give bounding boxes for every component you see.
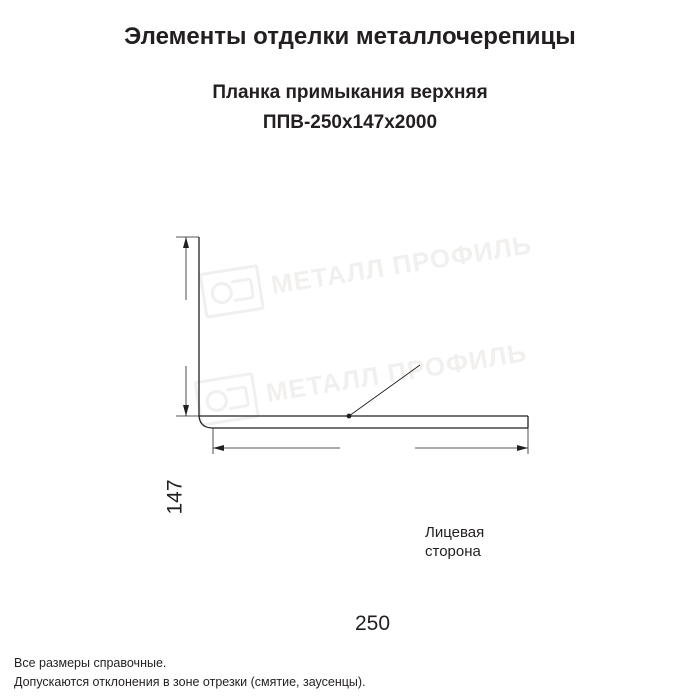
- arrow-right-icon: [517, 445, 528, 451]
- horizontal-dimension-label: 250: [355, 612, 391, 635]
- footnotes: [14, 654, 366, 692]
- product-name: Планка примыкания верхняя: [212, 82, 488, 103]
- watermark-text: МЕТАЛЛ ПРОФИЛЬ: [263, 336, 529, 408]
- page-title: Элементы отделки металлочерепицы: [124, 23, 576, 50]
- arrow-left-icon: [213, 445, 224, 451]
- profile-bend: [199, 416, 213, 428]
- vertical-dimension-label: 147: [163, 479, 187, 515]
- face-side-label-line1: Лицевая: [425, 524, 485, 541]
- drawing-svg: [0, 180, 700, 500]
- technical-drawing: [0, 180, 700, 635]
- product-code: ППВ-250х147х2000: [262, 112, 438, 133]
- arrow-up-icon: [183, 237, 189, 248]
- leader-dot-icon: [347, 414, 352, 419]
- arrow-down-icon: [183, 405, 189, 416]
- profile-outline: [199, 237, 528, 416]
- footnote-line-2: Допускаются отклонения в зоне отрезки (смятие, заусенцы).: [14, 675, 366, 689]
- face-side-label-line2: сторона: [425, 543, 481, 560]
- footnote-line-1: Все размеры справочные.: [14, 656, 167, 670]
- face-side-label: [425, 523, 484, 561]
- watermark-text: МЕТАЛЛ ПРОФИЛЬ: [268, 228, 534, 300]
- title-block: [0, 22, 700, 136]
- leader-line-face: [349, 365, 420, 416]
